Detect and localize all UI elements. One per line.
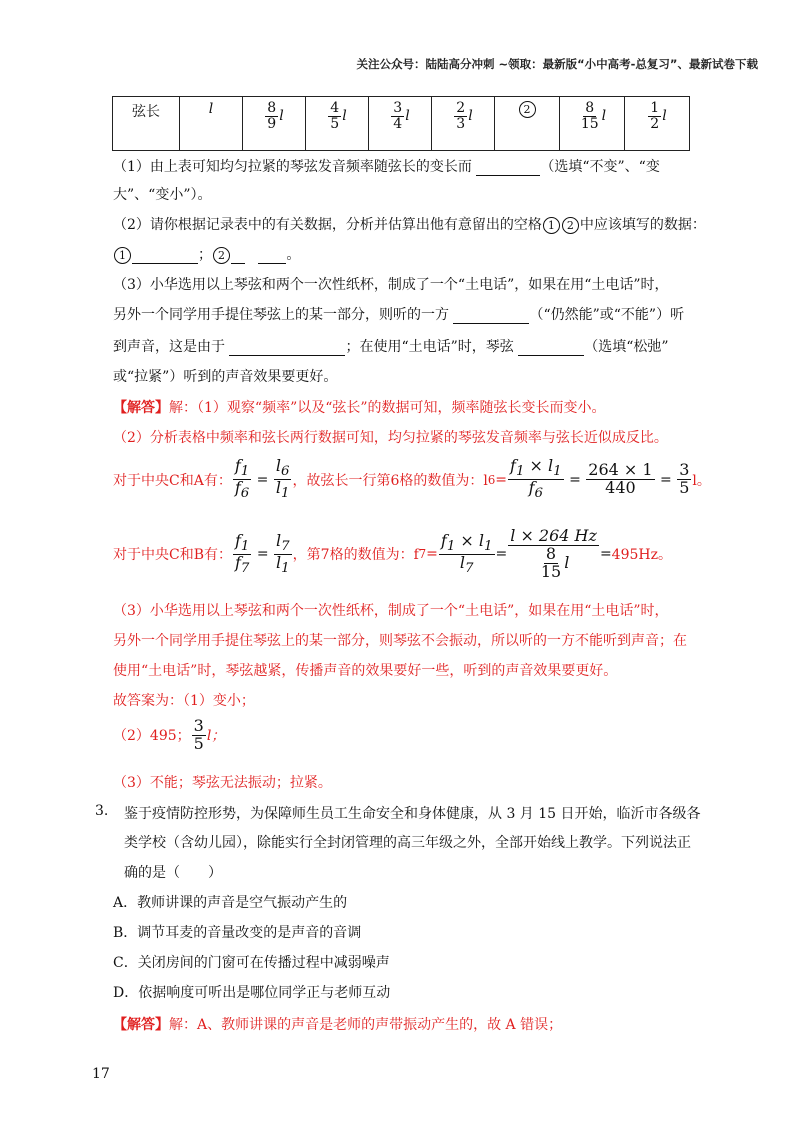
question-line: （1）由上表可知均匀拉紧的琴弦发音频率随弦长的变长而 （选填“不变”、“变: [113, 159, 660, 175]
page-number: 17: [92, 1066, 110, 1082]
question-line: 1 ； 2 。: [113, 244, 300, 264]
answer-blank[interactable]: [518, 339, 584, 356]
table-cell: $\frac{8}{9}$ l: [243, 97, 306, 151]
answer-line: 【解答】解：A、教师讲课的声音是老师的声带振动产生的，故 A 错误；: [113, 1017, 563, 1033]
answer-line: （2）495； $\frac{3}{5}$ l；: [113, 716, 226, 753]
table-cell-blank: 2: [495, 97, 560, 151]
answer-blank[interactable]: [229, 339, 345, 356]
question-line: （3）小华选用以上琴弦和两个一次性纸杯，制成了一个“土电话”，如果在用“土电话”时，: [113, 277, 669, 293]
answer-line: （3）不能；琴弦无法振动；拉紧。: [113, 775, 332, 791]
question-line: 或“拉紧”）听到的声音效果要更好。: [113, 369, 338, 385]
answer-blank[interactable]: [132, 247, 198, 264]
answer-line: 【解答】解：（1）观察“频率”以及“弦长”的数据可知，频率随弦长变长而变小。: [113, 400, 606, 416]
answer-blank[interactable]: [476, 159, 540, 176]
question-line: 确的是（ ）: [124, 865, 222, 881]
answer-line: 使用“土电话”时，琴弦越紧，传播声音的效果要好一些，听到的声音效果要更好。: [113, 663, 618, 679]
question-line: 鉴于疫情防控形势，为保障师生员工生命安全和身体健康，从 3 月 15 日开始，临沂市各级各: [124, 806, 701, 822]
question-line: 另外一个同学用手提住琴弦上的某一部分，则听的一方 （“仍然能”或“不能”）听: [113, 307, 685, 323]
question-line: 类学校（含幼儿园），除能实行全封闭管理的高三年级之外，全部开始线上教学。下列说法正: [124, 835, 691, 851]
table-cell: $\frac{2}{3}$ l: [432, 97, 495, 151]
question-line: 到声音，这是由于 ；在使用“土电话”时，琴弦 （选填“松弛”: [113, 339, 669, 355]
question-line: （2）请你根据记录表中的有关数据，分析并估算出他有意留出的空格 1 2 中应该填写的数据：: [113, 217, 706, 233]
answer-line: （2）分析表格中频率和弦长两行数据可知，均匀拉紧的琴弦发音频率与弦长近似成反比。: [113, 430, 668, 446]
answer-blank[interactable]: [453, 307, 529, 324]
option-b[interactable]: B．调节耳麦的音量改变的是声音的音调: [113, 925, 362, 941]
row-label: 弦长: [113, 97, 180, 151]
answer-line: （3）小华选用以上琴弦和两个一次性纸杯，制成了一个“土电话”，如果在用“土电话”时，: [113, 603, 669, 619]
equation-line: 对于中央C和A有： $\frac{f_1}{f_6}$ = $\frac{l_6}{l_1}$ ，故弦长一行第6格的数值为：l 6 = $\frac{f_1 \times l_1}{f_6}$ = $\frac{264 \times 1}{440}$ = $\frac{3}{5}$ l。: [113, 456, 711, 502]
table-cell: $\frac{8}{15}$ l: [560, 97, 625, 151]
question-line: 大”、“变小”）。: [113, 187, 212, 203]
table-cell: $\frac{3}{4}$ l: [369, 97, 432, 151]
answer-blank[interactable]: [231, 247, 245, 264]
option-d[interactable]: D．依据响度可听出是哪位同学正与老师互动: [113, 985, 391, 1001]
table-cell: $\frac{1}{2}$ l: [625, 97, 690, 151]
table-cell: l: [180, 97, 243, 151]
table-row: [113, 97, 690, 151]
answer-line: 另外一个同学用手提住琴弦上的某一部分，则琴弦不会振动，所以听的一方不能听到声音；在: [113, 633, 687, 649]
question-number: 3.: [95, 803, 109, 819]
option-c[interactable]: C．关闭房间的门窗可在传播过程中减弱噪声: [113, 955, 390, 971]
table-cell: $\frac{4}{5}$ l: [306, 97, 369, 151]
equation-line: 对于中央C和B有： $\frac{f_1}{f_7}$ = $\frac{l_7}{l_1}$ ，第7格的数值为：f 7 = $\frac{f_1 \times l_1}{l_7}$ = l × 264 Hz $\frac{8}{15}$ l = 495Hz。: [113, 526, 672, 581]
string-length-table: [112, 96, 690, 151]
answer-line: 故答案为：（1）变小；: [113, 693, 255, 709]
option-a[interactable]: A．教师讲课的声音是空气振动产生的: [113, 895, 348, 911]
page-header: 关注公众号：陆陆高分冲刺 ~领取：最新版“小中高考-总复习”、最新试卷下载: [356, 57, 758, 71]
